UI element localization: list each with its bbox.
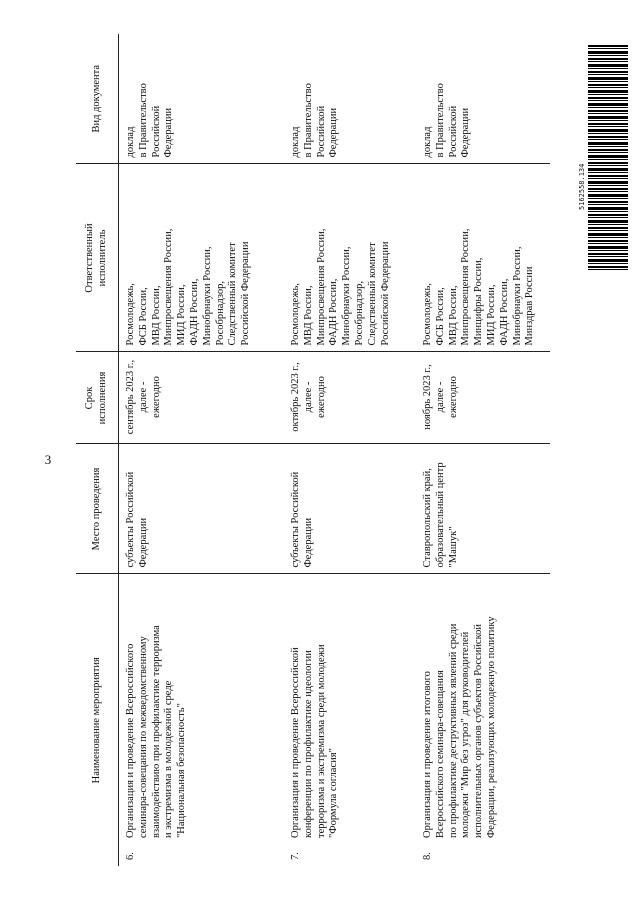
place-line: Федерации: [137, 517, 149, 568]
executor-line: Минобрнауки России,: [511, 246, 523, 346]
name-line: "Формула согласия": [328, 748, 340, 838]
row-number: 7.: [290, 852, 301, 860]
header-executor-line: Ответственный: [84, 223, 96, 293]
name-line: "Национальная безопасность": [176, 703, 188, 838]
doc-line: Российской: [447, 105, 459, 158]
executor-line: Минобрнауки России,: [201, 246, 213, 346]
name-line: Федерации, реализующих молодежную политику: [485, 616, 497, 838]
executor-line: Росмолодежь,: [290, 283, 301, 346]
doc-line: Федерации: [163, 107, 175, 158]
place-line: "Машук": [447, 526, 459, 568]
doc-line: в Правительство: [137, 83, 149, 158]
name-line: Организация и проведение Всероссийской: [290, 647, 301, 838]
page-number: 3: [44, 452, 52, 467]
header-term: [76, 352, 119, 444]
header-term-line: Срок: [84, 386, 96, 410]
term-line: далее -: [302, 381, 314, 413]
header-executor: [76, 164, 119, 352]
name-line: Организация и проведение Всероссийского: [125, 643, 136, 838]
cell-term: [416, 352, 550, 444]
name-line: терроризма и экстремизма среди молодежи: [315, 644, 327, 838]
doc-line: Российской: [150, 105, 162, 158]
header-doc-type: Вид документа: [76, 34, 119, 164]
place-line: Федерации: [302, 517, 314, 568]
cell-executor: [284, 164, 416, 352]
doc-line: Российской: [315, 105, 327, 158]
name-line: Организация и проведение итогового: [422, 671, 433, 838]
name-line: конференции по профилактике идеологии: [302, 650, 314, 838]
header-name: Наименование мероприятия: [76, 574, 119, 866]
executor-line: МВД России,: [447, 285, 459, 346]
executor-line: МВД России,: [150, 285, 162, 346]
place-line: субъекты Российской: [290, 471, 301, 568]
executor-line: МИД России,: [176, 284, 188, 346]
cell-executor: [119, 164, 285, 352]
name-line: взаимодействию при профилактике терроризма: [150, 625, 162, 838]
executor-line: Минпросвещения России,: [163, 228, 175, 346]
cell-executor: [416, 164, 550, 352]
place-line: Ставропольский край,: [422, 468, 433, 568]
term-line: ежегодно: [150, 376, 162, 418]
header-executor-line: исполнитель: [97, 229, 108, 287]
cell-doc-type: [416, 34, 550, 164]
name-line: по профилактике деструктивных явлений среди: [447, 623, 459, 838]
executor-line: Рособрнадзор,: [353, 280, 365, 346]
executor-line: МИД России,: [485, 284, 497, 346]
executor-line: Рособрнадзор,: [214, 280, 226, 346]
cell-doc-type: [284, 34, 416, 164]
header-place: Место проведения: [76, 444, 119, 574]
cell-place: [284, 444, 416, 574]
activities-table-rotated: [76, 34, 534, 866]
cell-place: [416, 444, 550, 574]
name-line: исполнительных органов субъектов Российской: [473, 623, 485, 838]
table-row: [416, 34, 550, 866]
executor-line: Российской Федерации: [240, 241, 252, 346]
place-line: субъекты Российской: [125, 471, 136, 568]
executor-line: Росмолодежь,: [422, 283, 433, 346]
activities-table: [76, 34, 550, 866]
doc-line: доклад: [422, 126, 433, 158]
doc-line: доклад: [290, 126, 301, 158]
doc-line: в Правительство: [434, 83, 446, 158]
executor-line: Следственный комитет: [366, 242, 378, 346]
cell-term: [284, 352, 416, 444]
name-line: молодежи "Мир без угроз" для руководителей: [460, 631, 472, 838]
table-header-row: [76, 34, 119, 866]
executor-line: Минобрнауки России,: [341, 246, 353, 346]
table-row: [284, 34, 416, 866]
name-line: и экстремизма в молодежной среде: [163, 680, 175, 838]
cell-term: [119, 352, 285, 444]
executor-line: Минцифры России,: [473, 257, 485, 346]
doc-line: Федерации: [328, 107, 340, 158]
term-line: далее -: [137, 381, 149, 413]
row-number: 6.: [125, 852, 136, 860]
cell-doc-type: [119, 34, 285, 164]
executor-line: Минпросвещения России,: [315, 228, 327, 346]
name-line: Всероссийского семинара-совещания: [434, 670, 446, 838]
executor-line: ФАДН России,: [188, 278, 200, 346]
executor-line: Минпросвещения России,: [460, 228, 472, 346]
executor-line: ФАДН России,: [328, 278, 340, 346]
table-row: [119, 34, 285, 866]
place-line: образовательный центр: [434, 462, 446, 568]
executor-line: ФСБ России,: [434, 287, 446, 346]
row-number: 8.: [422, 852, 433, 860]
doc-line: в Правительство: [302, 83, 314, 158]
term-line: далее -: [434, 381, 446, 413]
term-line: ноябрь 2023 г.,: [422, 364, 433, 430]
executor-line: Следственный комитет: [227, 242, 239, 346]
term-line: сентябрь 2023 г.,: [125, 359, 136, 435]
executor-line: ФСБ России,: [137, 287, 149, 346]
cell-name: [284, 574, 416, 866]
executor-line: МВД России,: [302, 285, 314, 346]
cell-place: [119, 444, 285, 574]
doc-line: доклад: [125, 126, 136, 158]
executor-line: Росмолодежь,: [125, 283, 136, 346]
term-line: ежегодно: [315, 376, 327, 418]
barcode-number: 5162558.134: [578, 163, 586, 210]
doc-line: Федерации: [460, 107, 472, 158]
executor-line: Минздрав России: [524, 266, 536, 346]
cell-name: [119, 574, 285, 866]
cell-name: [416, 574, 550, 866]
term-line: ежегодно: [447, 376, 459, 418]
term-line: октябрь 2023 г.,: [290, 362, 301, 432]
executor-line: ФАДН России,: [498, 278, 510, 346]
header-term-line: исполнения: [97, 371, 108, 425]
barcode: [588, 45, 628, 270]
name-line: семинара-совещания по межведомственному: [137, 636, 149, 838]
executor-line: Российской Федерации: [379, 241, 391, 346]
